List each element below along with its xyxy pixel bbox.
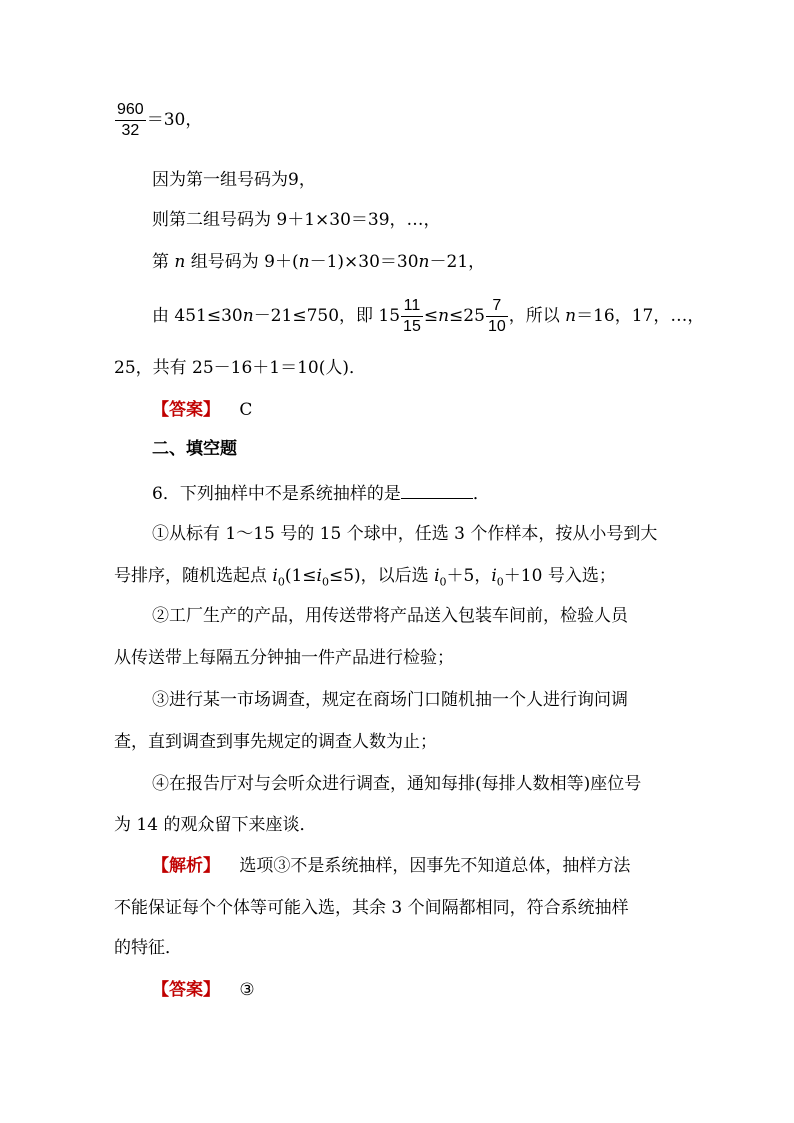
option-1-line-2 bbox=[114, 564, 616, 594]
text-seg: ＝16，17，…， bbox=[576, 306, 705, 326]
text-seg: (1≤ bbox=[284, 566, 317, 586]
text-seg: ＋10 号入选； bbox=[503, 566, 616, 586]
option-1-line-1: ①从标有 1～15 号的 15 个球中，任选 3 个作样本，按从小号到大 bbox=[152, 524, 658, 544]
text-seg: ≤25 bbox=[449, 306, 485, 326]
var-n: n bbox=[298, 252, 310, 272]
text-seg: 号排序，随机选起点 bbox=[114, 566, 273, 586]
option-2-line-2: 从传送带上每隔五分钟抽一件产品进行检验； bbox=[114, 648, 454, 668]
answer-value: ③ bbox=[239, 980, 255, 1000]
formula-960-32 bbox=[114, 100, 202, 141]
subscript: 0 bbox=[496, 575, 504, 589]
var-i: i bbox=[491, 566, 497, 586]
fraction-numerator: 960 bbox=[115, 100, 146, 121]
text-seg: 第 bbox=[152, 252, 175, 272]
var-n: n bbox=[242, 306, 254, 326]
text-line-1: 因为第一组号码为9， bbox=[152, 170, 316, 190]
text-seg: 由 451≤30 bbox=[152, 306, 243, 326]
var-n: n bbox=[174, 252, 186, 272]
question-stem bbox=[152, 480, 490, 506]
var-i: i bbox=[316, 566, 322, 586]
text-seg: 组号码为 9＋( bbox=[185, 252, 299, 272]
analysis-tag: 【解析】 bbox=[152, 856, 220, 876]
answer-tag: 【答案】 bbox=[152, 980, 220, 1000]
text-seg: －1)×30＝30 bbox=[309, 252, 419, 272]
var-n: n bbox=[565, 306, 577, 326]
fraction-numerator: 11 bbox=[401, 296, 423, 317]
var-n: n bbox=[438, 306, 450, 326]
option-4-line-1: ④在报告厅对与会听众进行调查，通知每排(每排人数相等)座位号 bbox=[152, 774, 642, 794]
analysis-text: 选项③不是系统抽样，因事先不知道总体，抽样方法 bbox=[239, 856, 631, 876]
analysis-line-2: 不能保证每个个体等可能入选，其余 3 个间隔都相同，符合系统抽样 bbox=[114, 898, 629, 918]
var-i: i bbox=[272, 566, 278, 586]
option-4-line-2: 为 14 的观众留下来座谈． bbox=[114, 815, 317, 835]
fraction-numerator: 7 bbox=[486, 296, 508, 317]
formula-result: ＝30， bbox=[146, 110, 203, 130]
option-3-line-2: 查，直到调查到事先规定的调查人数为止； bbox=[114, 732, 437, 752]
text-seg: －21， bbox=[429, 252, 486, 272]
fraction-denominator: 32 bbox=[121, 122, 140, 139]
text-line-2: 则第二组号码为 9＋1×30＝39，…， bbox=[152, 210, 441, 230]
text-seg: ＋5， bbox=[446, 566, 492, 586]
text-seg: －21≤750，即 15 bbox=[253, 306, 401, 326]
question-end: ． bbox=[472, 484, 490, 504]
fraction-960-over-32 bbox=[115, 100, 146, 141]
option-3-line-1: ③进行某一市场调查，规定在商场门口随机抽一个人进行询问调 bbox=[152, 690, 628, 710]
text-seg: ≤ bbox=[423, 306, 439, 326]
fraction-11-over-15 bbox=[401, 296, 423, 337]
text-line-4 bbox=[152, 292, 704, 340]
option-2-line-1: ②工厂生产的产品，用传送带将产品送入包装车间前，检验人员 bbox=[152, 606, 628, 626]
text-seg: ，所以 bbox=[508, 306, 566, 326]
analysis-line-3: 的特征． bbox=[114, 938, 182, 958]
text-line-5: 25，共有 25－16＋1＝10(人)． bbox=[114, 358, 367, 378]
fraction-denominator: 15 bbox=[403, 318, 421, 335]
answer-2 bbox=[152, 978, 255, 1002]
answer-blank bbox=[401, 480, 473, 499]
var-n: n bbox=[418, 252, 430, 272]
answer-value: C bbox=[239, 400, 253, 420]
text-line-3 bbox=[152, 250, 485, 274]
answer-1 bbox=[152, 398, 252, 422]
subscript: 0 bbox=[321, 575, 329, 589]
text-seg: ≤5)，以后选 bbox=[328, 566, 435, 586]
subscript: 0 bbox=[277, 575, 285, 589]
section-heading: 二、填空题 bbox=[152, 439, 237, 459]
fraction-7-over-10 bbox=[486, 296, 508, 337]
var-i: i bbox=[434, 566, 440, 586]
fraction-denominator: 10 bbox=[487, 318, 506, 335]
subscript: 0 bbox=[439, 575, 447, 589]
question-text: 6．下列抽样中不是系统抽样的是 bbox=[152, 484, 401, 504]
answer-tag: 【答案】 bbox=[152, 400, 220, 420]
analysis-line-1 bbox=[152, 854, 630, 878]
